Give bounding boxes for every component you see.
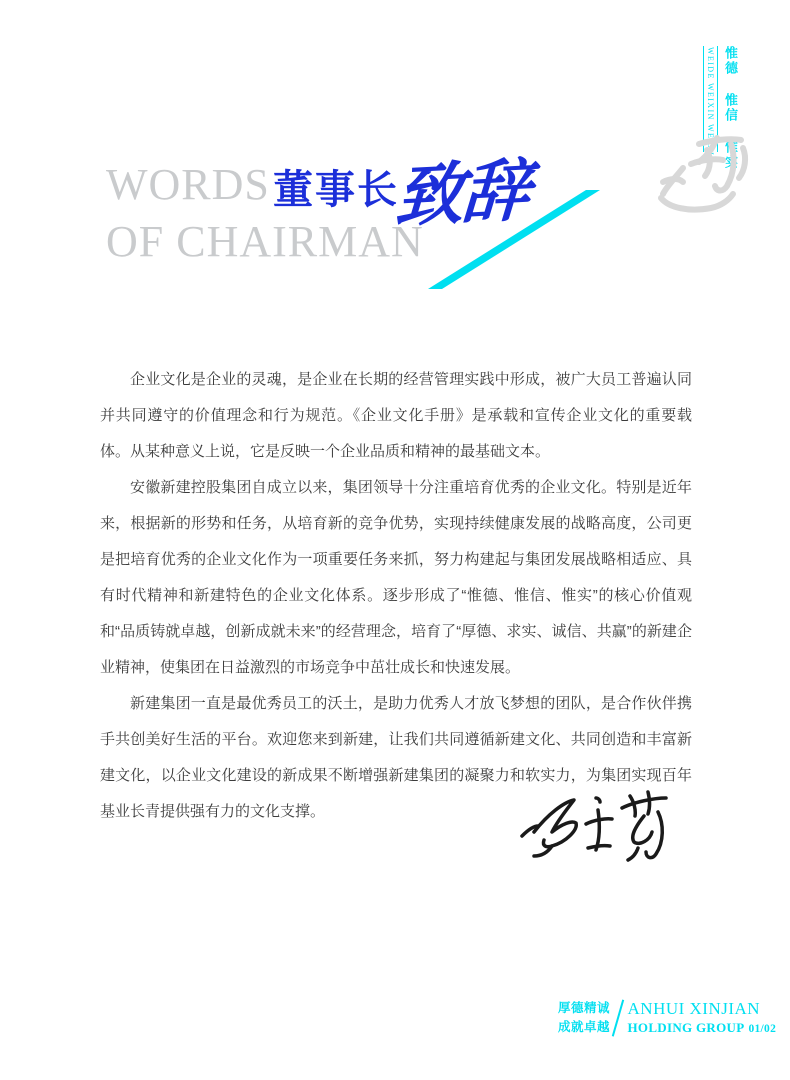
paragraph-1: 企业文化是企业的灵魂，是企业在长期的经营管理实践中形成，被广大员工普遍认同并共同遵守的价值理念和行为规范。《企业文化手册》是承载和宣传企业文化的重要载体。从某种意义上说，它是反映一个企业品质和精神的最基础文本。 bbox=[100, 371, 692, 460]
page-footer bbox=[558, 999, 776, 1039]
cyan-slash-decoration bbox=[424, 182, 604, 294]
chairman-message-body bbox=[100, 362, 692, 830]
page-title-english-line2: OF CHAIRMAN bbox=[106, 217, 424, 266]
footer-company-block bbox=[628, 999, 777, 1039]
footer-company-name: ANHUI XINJIAN bbox=[627, 999, 761, 1018]
footer-slogan-line1: 厚德精诚 bbox=[558, 1001, 611, 1015]
footer-slogan bbox=[558, 999, 610, 1037]
page-title-chinese: 董事长 bbox=[273, 167, 399, 212]
footer-page-number: 01/02 bbox=[748, 1023, 777, 1035]
chairman-signature-icon bbox=[518, 788, 678, 866]
footer-company-group: HOLDING GROUP bbox=[627, 1020, 745, 1035]
footer-company-line2 bbox=[628, 1018, 777, 1039]
page-title-calligraphy: 致辞 bbox=[393, 152, 530, 236]
xinjian-calligraphy-logo-icon bbox=[655, 134, 760, 219]
footer-slash-divider bbox=[612, 1000, 624, 1037]
page-title-english-line1: WORDS bbox=[106, 160, 270, 209]
footer-slogan-line2: 成就卓越 bbox=[558, 1020, 611, 1034]
paragraph-2: 安徽新建控股集团自成立以来，集团领导十分注重培育优秀的企业文化。特别是近年来，根据新的形势和任务，从培育新的竞争优势，实现持续健康发展的战略高度，公司更是把培育优秀的企业文化作为一项重要任务来抓，努力构建起与集团发展战略相适应、具有时代精神和新建特色的企业文化体系。逐步形成了“惟德、惟信、惟实”的核心价值观和“品质铸就卓越，创新成就未来”的经营理念，培育了“厚德、求实、诚信、共赢”的新建企业精神，使集团在日益激烈的市场竞争中茁壮成长和快速发展。 bbox=[100, 479, 692, 676]
paragraph-3: 新建集团一直是最优秀员工的沃土，是助力优秀人才放飞梦想的团队，是合作伙伴携手共创美好生活的平台。欢迎您来到新建，让我们共同遵循新建文化、共同创造和丰富新建文化，以企业文化建设的新成果不断增强新建集团的凝聚力和软实力，为集团实现百年基业长青提供强有力的文化支撑。 bbox=[100, 695, 692, 820]
brand-motto-chinese-vertical: 惟德 惟信 惟实 bbox=[723, 46, 738, 170]
brand-motto-english-vertical: WEIDE WEIXIN WEISHI bbox=[706, 47, 715, 161]
